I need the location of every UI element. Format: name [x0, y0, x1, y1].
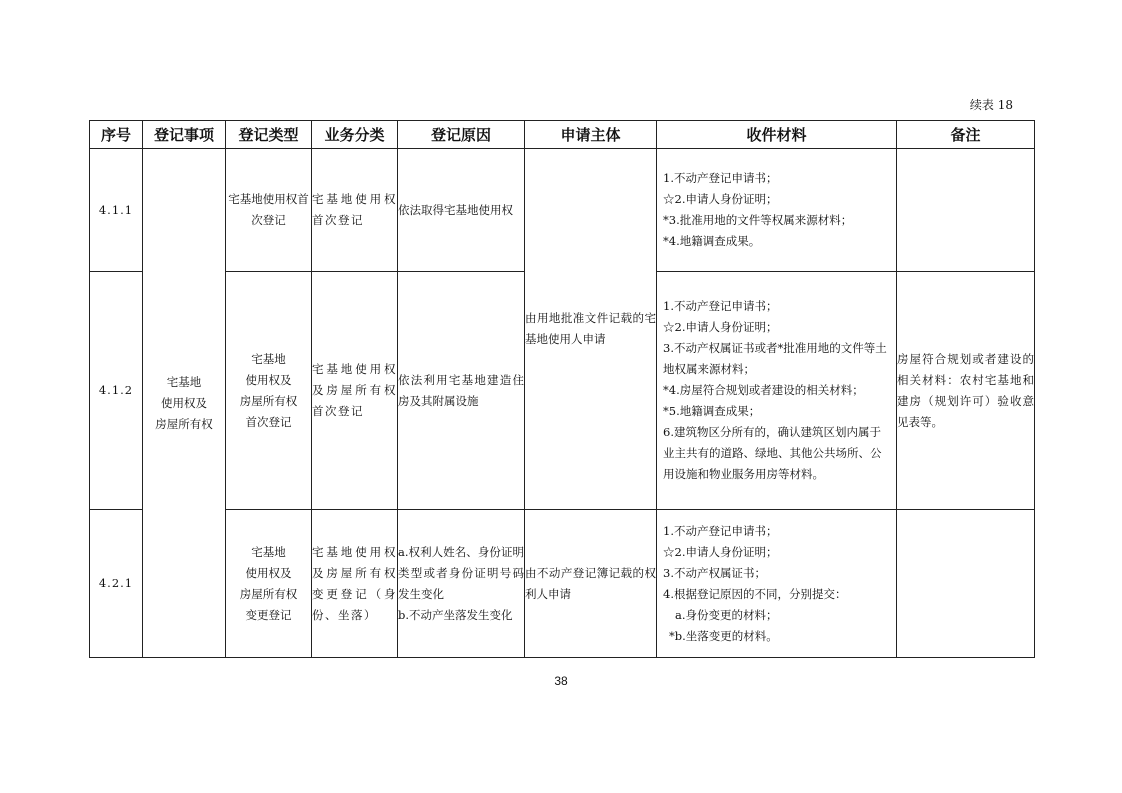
row-applicant: 由不动产登记簿记载的权利人申请: [525, 510, 657, 658]
page-number: 38: [554, 674, 568, 688]
row-seq: 4.2.1: [90, 510, 143, 658]
reason-a: a.权利人姓名、身份证明类型或者身份证明号码发生变化: [398, 544, 524, 601]
row-registration-reason: [398, 510, 525, 658]
material-item: 4.根据登记原因的不同，分别提交：: [663, 586, 847, 601]
material-item: 1.不动产登记申请书；: [663, 171, 778, 185]
registration-table: [89, 120, 1035, 658]
material-item: *4.地籍调查成果。: [663, 234, 761, 248]
header-applicant: 申请主体: [525, 121, 657, 149]
material-item: 3.不动产权属证书；: [663, 565, 766, 580]
material-item: 1.不动产登记申请书；: [663, 523, 778, 538]
header-business-category: 业务分类: [312, 121, 398, 149]
material-item: 6.建筑物区分所有的，确认建筑区划内属于业主共有的道路、绿地、其他公共场所、公用设施和物业服务用房等材料。: [663, 425, 882, 481]
material-item: *3.批准用地的文件等权属来源材料；: [663, 213, 853, 227]
header-materials: 收件材料: [657, 121, 897, 149]
row-business-category: 宅基地使用权及房屋所有权首次登记: [312, 272, 398, 510]
row-registration-type: 宅基地 使用权及 房屋所有权 变更登记: [226, 510, 312, 658]
row-materials: [657, 510, 897, 658]
row-materials: [657, 272, 897, 510]
row-remarks: [897, 149, 1035, 272]
reason-b: b.不动产坐落发生变化: [398, 607, 513, 622]
material-item: ☆2.申请人身份证明；: [663, 544, 778, 559]
row-registration-type: 宅基地使用权首次登记: [226, 149, 312, 272]
row-seq: 4.1.1: [90, 149, 143, 272]
table-header-row: [90, 121, 1035, 149]
material-item: 1.不动产登记申请书；: [663, 299, 778, 313]
row-remarks: 房屋符合规划或者建设的相关材料：农村宅基地和建房（规划许可）验收意见表等。: [897, 272, 1035, 510]
material-item: ☆2.申请人身份证明；: [663, 320, 778, 334]
row-seq: 4.1.2: [90, 272, 143, 510]
row-business-category: 宅基地使用权及房屋所有权变更登记（身份、坐落）: [312, 510, 398, 658]
row-registration-reason: 依法取得宅基地使用权: [398, 149, 525, 272]
header-remarks: 备注: [897, 121, 1035, 149]
table-row: [90, 149, 1035, 272]
material-item: *5.地籍调查成果；: [663, 404, 761, 418]
row-business-category: 宅基地使用权首次登记: [312, 149, 398, 272]
material-subitem: a.身份变更的材料；: [675, 607, 778, 622]
material-item: ☆2.申请人身份证明；: [663, 192, 778, 206]
registration-item-cell: 宅基地 使用权及 房屋所有权: [143, 149, 226, 658]
material-subitem: *b.坐落变更的材料。: [669, 628, 778, 643]
continued-table-label: 续表 18: [969, 98, 1013, 112]
header-registration-item: 登记事项: [143, 121, 226, 149]
header-seq: 序号: [90, 121, 143, 149]
material-item: *4.房屋符合规划或者建设的相关材料；: [663, 383, 864, 397]
row-materials: [657, 149, 897, 272]
row-registration-type: 宅基地 使用权及 房屋所有权 首次登记: [226, 272, 312, 510]
material-item: 3.不动产权属证书或者*批准用地的文件等土地权属来源材料；: [663, 341, 887, 376]
table-row: [90, 510, 1035, 658]
row-remarks: [897, 510, 1035, 658]
header-registration-type: 登记类型: [226, 121, 312, 149]
row-registration-reason: 依法利用宅基地建造住房及其附属设施: [398, 272, 525, 510]
row-applicant: 由用地批准文件记载的宅基地使用人申请: [525, 149, 657, 510]
header-registration-reason: 登记原因: [398, 121, 525, 149]
